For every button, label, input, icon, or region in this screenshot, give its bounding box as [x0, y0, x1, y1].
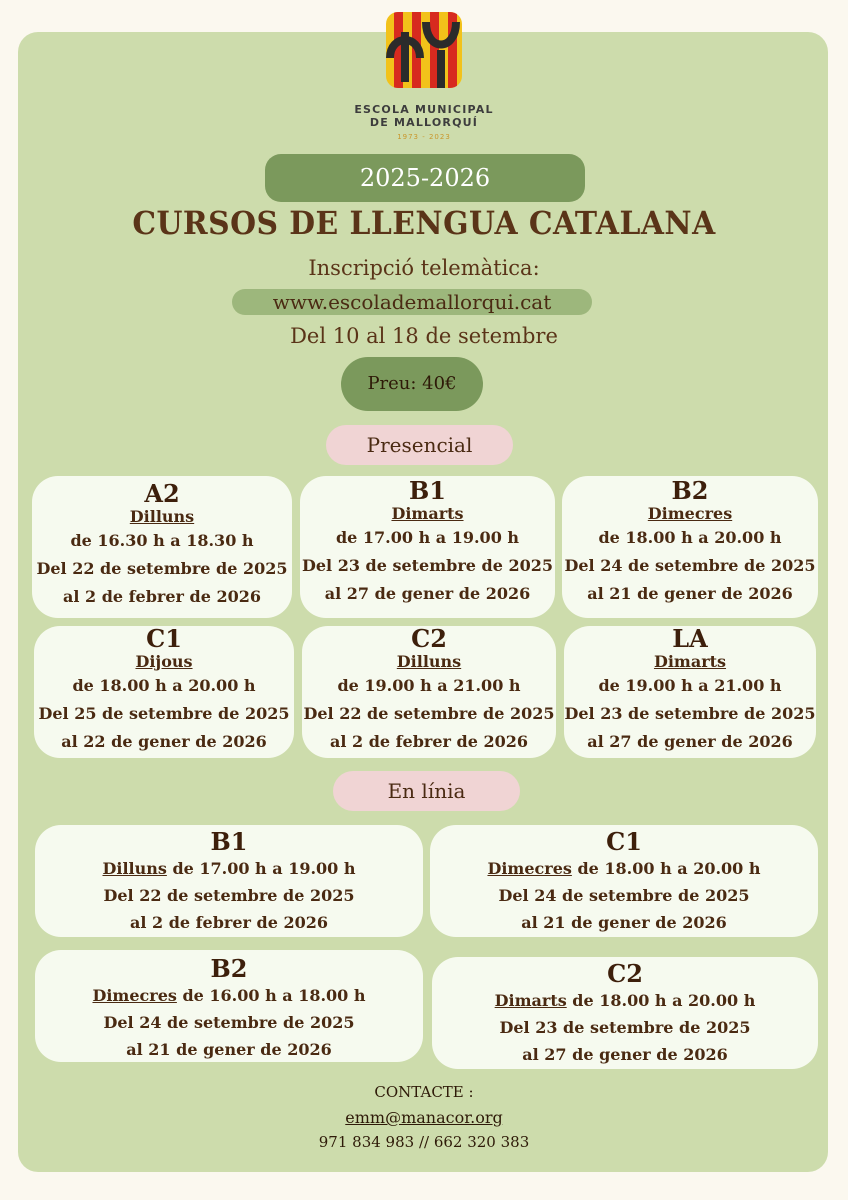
price-badge: Preu: 40€: [341, 357, 483, 411]
course-card-presencial: [562, 476, 818, 618]
course-day: Dilluns: [129, 507, 195, 526]
course-day: Dijous: [135, 652, 193, 671]
course-level: C1: [146, 624, 182, 653]
school-years: 1973 - 2023: [397, 133, 451, 141]
page-title: CURSOS DE LLENGUA CATALANA: [132, 204, 716, 242]
course-end: al 2 de febrer de 2026: [330, 732, 528, 751]
course-end: al 21 de gener de 2026: [587, 584, 793, 603]
course-time: de 19.00 h a 21.00 h: [337, 676, 521, 695]
course-day: Dimecres: [487, 859, 572, 878]
course-time: de 16.30 h a 18.30 h: [70, 531, 254, 550]
course-level: B1: [210, 827, 248, 856]
course-time: de 17.00 h a 19.00 h: [166, 859, 356, 878]
course-level: C2: [607, 959, 643, 988]
course-level: C2: [411, 624, 447, 653]
course-time: de 18.00 h a 20.00 h: [571, 859, 761, 878]
course-card-online: [35, 825, 423, 937]
course-time: de 18.00 h a 20.00 h: [72, 676, 256, 695]
course-card-presencial: [32, 476, 292, 618]
course-card-online: [430, 825, 818, 937]
course-level: B2: [210, 954, 248, 983]
course-time: de 19.00 h a 21.00 h: [598, 676, 782, 695]
course-card-presencial: [300, 476, 555, 618]
course-start: Del 22 de setembre de 2025: [103, 886, 355, 905]
course-card-online: [432, 957, 818, 1069]
course-start: Del 23 de setembre de 2025: [564, 704, 816, 723]
course-start: Del 22 de setembre de 2025: [303, 704, 555, 723]
school-logo: [386, 12, 462, 88]
course-start: Del 23 de setembre de 2025: [302, 556, 553, 575]
course-time: de 16.00 h a 18.00 h: [176, 986, 366, 1005]
year-badge: 2025-2026: [265, 154, 585, 202]
course-card-online: [35, 950, 423, 1062]
contact-phones: 971 834 983 // 662 320 383: [318, 1133, 530, 1151]
course-level: B2: [671, 476, 709, 505]
contact-label: CONTACTE :: [374, 1083, 474, 1101]
course-level: C1: [606, 827, 642, 856]
course-end: al 2 de febrer de 2026: [130, 913, 328, 932]
course-end: al 27 de gener de 2026: [324, 584, 531, 603]
enrollment-dates: Del 10 al 18 de setembre: [290, 324, 558, 348]
school-name-line2: DE MALLORQUÍ: [369, 116, 479, 129]
course-card-presencial: [302, 626, 556, 758]
course-schedule: [35, 982, 423, 1009]
contact-email[interactable]: emm@manacor.org: [345, 1108, 503, 1127]
section-online: En línia: [333, 771, 520, 811]
enrollment-label: Inscripció telemàtica:: [308, 256, 540, 280]
course-end: al 21 de gener de 2026: [126, 1040, 332, 1059]
course-end: al 2 de febrer de 2026: [63, 587, 261, 606]
course-time: de 18.00 h a 20.00 h: [598, 528, 782, 547]
course-schedule: [432, 987, 818, 1014]
course-day: Dimarts: [494, 991, 567, 1010]
course-start: Del 24 de setembre de 2025: [498, 886, 750, 905]
course-card-presencial: [34, 626, 294, 758]
course-end: al 22 de gener de 2026: [61, 732, 267, 751]
course-end: al 21 de gener de 2026: [521, 913, 727, 932]
section-presencial: Presencial: [326, 425, 513, 465]
course-start: Del 22 de setembre de 2025: [36, 559, 288, 578]
course-day: Dimecres: [92, 986, 177, 1005]
school-name: [324, 103, 524, 144]
course-end: al 27 de gener de 2026: [522, 1045, 728, 1064]
course-day: Dimecres: [647, 504, 733, 523]
course-end: al 27 de gener de 2026: [587, 732, 793, 751]
course-card-presencial: [564, 626, 816, 758]
course-start: Del 23 de setembre de 2025: [499, 1018, 751, 1037]
course-day: Dilluns: [396, 652, 462, 671]
course-day: Dilluns: [102, 859, 167, 878]
course-time: de 17.00 h a 19.00 h: [335, 528, 520, 547]
course-time: de 18.00 h a 20.00 h: [566, 991, 756, 1010]
course-schedule: [35, 855, 423, 882]
course-level: LA: [672, 624, 708, 653]
course-schedule: [430, 855, 818, 882]
course-start: Del 25 de setembre de 2025: [38, 704, 290, 723]
course-level: A2: [144, 479, 180, 508]
course-start: Del 24 de setembre de 2025: [103, 1013, 355, 1032]
course-start: Del 24 de setembre de 2025: [564, 556, 816, 575]
course-day: Dimarts: [391, 504, 464, 523]
course-day: Dimarts: [653, 652, 727, 671]
course-level: B1: [409, 476, 446, 505]
website-link[interactable]: www.escolademallorqui.cat: [232, 289, 592, 315]
school-name-line1: ESCOLA MUNICIPAL: [354, 103, 494, 116]
